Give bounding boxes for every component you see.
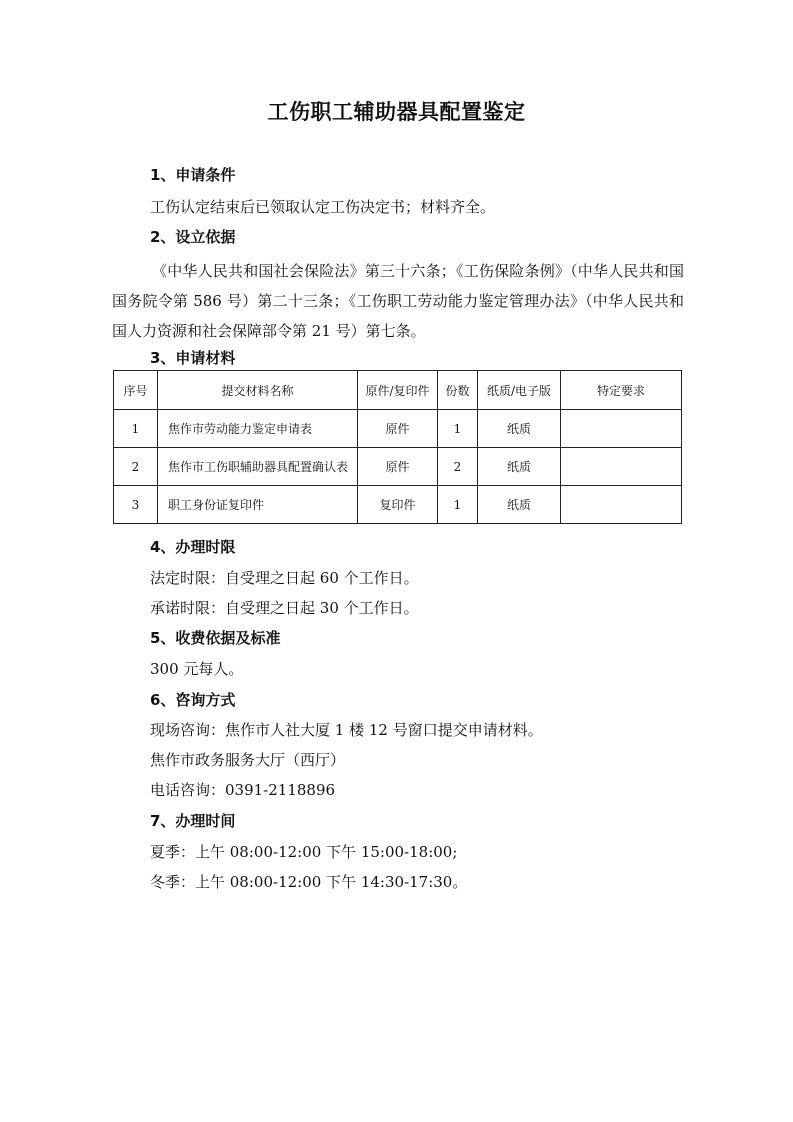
document-title: 工伤职工辅助器具配置鉴定 — [267, 100, 526, 124]
table-cell: 2 — [438, 448, 478, 486]
table-cell: 1 — [438, 410, 478, 448]
table-cell — [561, 448, 682, 486]
table-header-cell: 份数 — [438, 371, 478, 410]
section-7-line-2: 冬季：上午 08:00-12:00 下午 14:30-17:30。 — [150, 873, 468, 891]
section-4-heading: 4、办理时限 — [150, 538, 236, 556]
table-cell: 焦作市劳动能力鉴定申请表 — [158, 410, 358, 448]
section-6-line-1: 现场咨询：焦作市人社大厦 1 楼 12 号窗口提交申请材料。 — [150, 721, 543, 739]
table-cell: 纸质 — [478, 486, 561, 524]
section-7-heading: 7、办理时间 — [150, 812, 236, 830]
table-cell: 3 — [114, 486, 158, 524]
section-2-text: 《中华人民共和国社会保险法》第三十六条；《工伤保险条例》（中华人民共和国国务院令第 586 号）第二十三条；《工伤职工劳动能力鉴定管理办法》（中华人民共和国人力资源和社会保障部令第 21 号）第七条。 — [112, 262, 684, 340]
table-cell — [561, 410, 682, 448]
section-1-text: 工伤认定结束后已领取认定工伤决定书；材料齐全。 — [150, 198, 496, 216]
table-cell: 纸质 — [478, 448, 561, 486]
section-6-line-2: 焦作市政务服务大厅（西厅） — [150, 751, 346, 769]
table-cell: 1 — [438, 486, 478, 524]
table-header-row — [114, 371, 682, 410]
section-1-heading: 1、申请条件 — [150, 166, 236, 184]
section-6-heading: 6、咨询方式 — [150, 691, 236, 709]
table-row — [114, 410, 682, 448]
table-header-cell: 原件/复印件 — [358, 371, 438, 410]
table-cell: 原件 — [358, 448, 438, 486]
section-6-line-3: 电话咨询：0391-2118896 — [150, 781, 336, 799]
table-cell: 焦作市工伤职辅助器具配置确认表 — [158, 448, 358, 486]
section-3-heading: 3、申请材料 — [150, 349, 236, 367]
table-cell: 纸质 — [478, 410, 561, 448]
section-5-heading: 5、收费依据及标准 — [150, 629, 281, 647]
table-cell: 原件 — [358, 410, 438, 448]
section-4-line-1: 法定时限：自受理之日起 60 个工作日。 — [150, 569, 419, 587]
table-header-cell: 特定要求 — [561, 371, 682, 410]
table-cell — [561, 486, 682, 524]
table-cell: 1 — [114, 410, 158, 448]
section-5-line-1: 300 元每人。 — [150, 660, 244, 678]
table-header-cell: 纸质/电子版 — [478, 371, 561, 410]
table-cell: 2 — [114, 448, 158, 486]
section-7-line-1: 夏季：上午 08:00-12:00 下午 15:00-18:00; — [150, 843, 458, 861]
table-row — [114, 448, 682, 486]
section-4-line-2: 承诺时限：自受理之日起 30 个工作日。 — [150, 599, 419, 617]
table-header-cell: 提交材料名称 — [158, 371, 358, 410]
table-header-cell: 序号 — [114, 371, 158, 410]
section-2-heading: 2、设立依据 — [150, 228, 236, 246]
table-row — [114, 486, 682, 524]
materials-table — [113, 370, 682, 524]
table-cell: 职工身份证复印件 — [158, 486, 358, 524]
table-cell: 复印件 — [358, 486, 438, 524]
